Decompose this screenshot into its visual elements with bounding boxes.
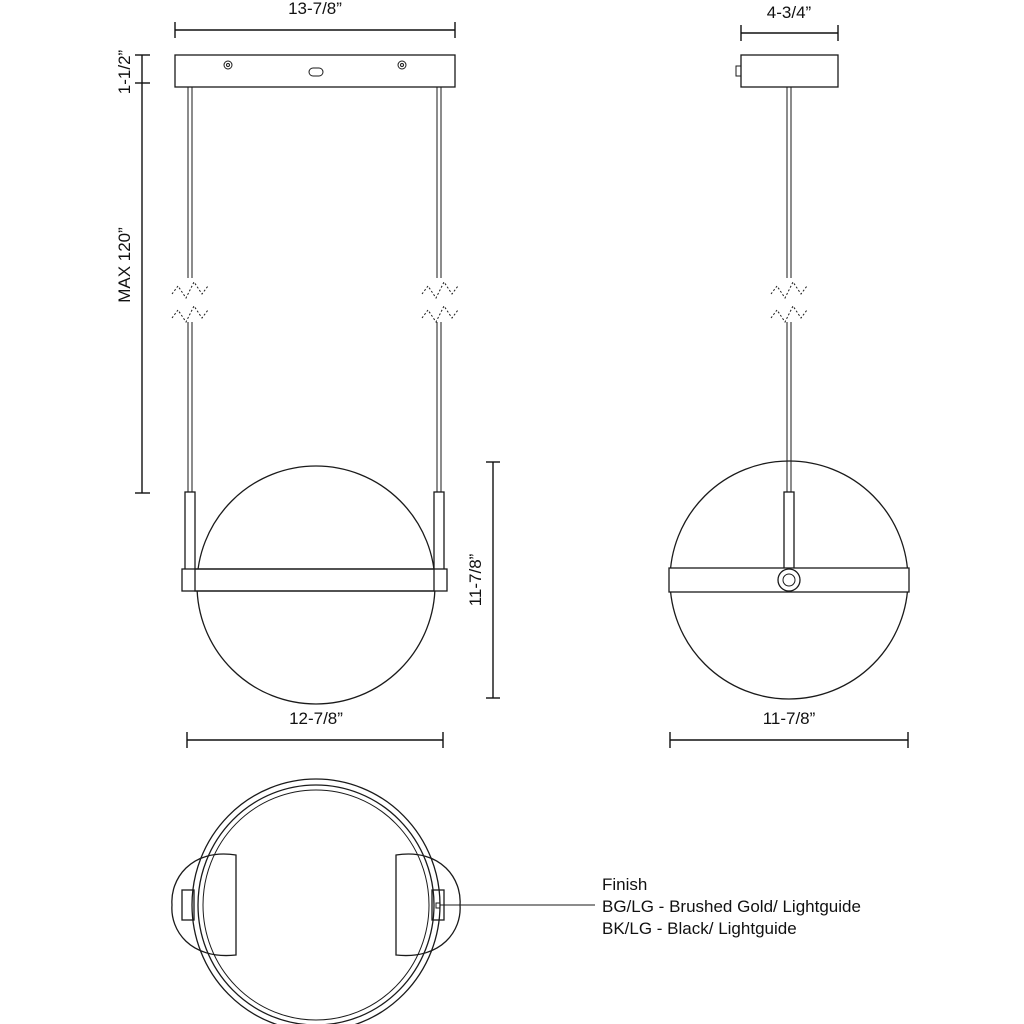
globe-height-dimension (466, 462, 500, 698)
side-suspension-cable (771, 87, 807, 492)
front-globe (182, 466, 447, 704)
canopy-height-dimension (115, 49, 150, 94)
front-width-label: 12-7/8” (289, 709, 343, 728)
front-suspension-cables (188, 87, 441, 492)
front-view (115, 0, 500, 748)
canopy-width-label: 13-7/8” (288, 0, 342, 18)
side-canopy (736, 55, 838, 87)
max-drop-label: MAX 120” (115, 227, 134, 303)
front-canopy (175, 55, 455, 87)
finish-option-bg-lg: BG/LG - Brushed Gold/ Lightguide (602, 897, 861, 916)
side-view (669, 3, 909, 748)
side-width-label: 11-7/8” (762, 709, 816, 728)
finish-note (602, 875, 861, 938)
side-width-dimension (670, 709, 908, 748)
plan-view (172, 779, 460, 1024)
front-width-dimension (187, 709, 443, 748)
canopy-width-dimension (175, 0, 455, 38)
finish-option-bk-lg: BK/LG - Black/ Lightguide (602, 919, 797, 938)
side-canopy-width-label: 4-3/4” (766, 3, 812, 22)
finish-title: Finish (602, 875, 648, 894)
globe-height-label: 11-7/8” (466, 553, 485, 607)
front-cable-break-marks (172, 282, 458, 322)
side-canopy-width-dimension (741, 3, 838, 41)
canopy-height-label: 1-1/2” (115, 49, 134, 95)
side-globe (669, 461, 909, 699)
max-drop-dimension (115, 87, 150, 493)
